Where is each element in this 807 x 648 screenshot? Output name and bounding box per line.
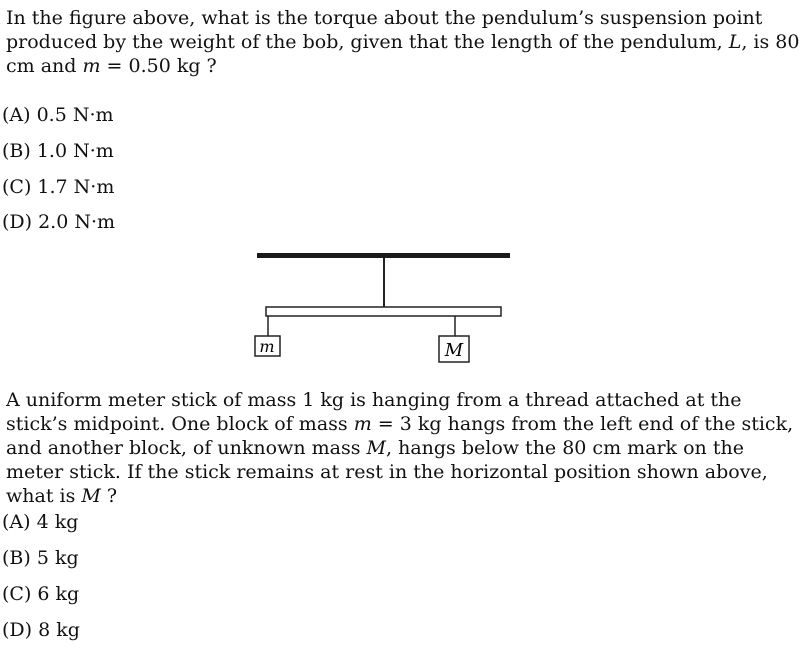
question-2-choice-b[interactable]: (B) 5 kg bbox=[2, 547, 79, 569]
question-1-text-part-1: In the figure above, what is the torque about the pendulum’s suspension point produced by the weight of the bob, given that the length of the pendulum, bbox=[6, 7, 763, 53]
question-2-choice-a[interactable]: (A) 4 kg bbox=[2, 511, 79, 533]
ceiling-bar bbox=[257, 253, 510, 258]
variable-m: m bbox=[82, 55, 101, 77]
meter-stick bbox=[266, 307, 501, 316]
question-1-text-part-2: , is 80 cm and bbox=[6, 31, 800, 77]
question-2-text-part-4: ? bbox=[100, 485, 118, 507]
question-1-text-part-3: = 0.50 kg ? bbox=[100, 55, 217, 77]
question-2-text bbox=[6, 388, 802, 508]
question-1-choice-b[interactable]: (B) 1.0 N·m bbox=[2, 140, 114, 162]
question-1-choice-a[interactable]: (A) 0.5 N·m bbox=[2, 104, 114, 126]
question-2-choice-c[interactable]: (C) 6 kg bbox=[2, 583, 80, 605]
variable-M: M bbox=[366, 437, 386, 459]
variable-L: L bbox=[728, 31, 742, 53]
variable-M-2: M bbox=[81, 485, 101, 507]
variable-m-2: m bbox=[353, 413, 372, 435]
question-2-text-part-1: A uniform meter stick of mass 1 kg is hanging from a thread attached at the stick’s midpoint. One block of mass bbox=[6, 389, 742, 435]
question-1-text bbox=[6, 6, 802, 78]
meter-stick-figure bbox=[250, 248, 512, 368]
question-2-text-part-2: = 3 kg hangs from the left end of the stick, and another block, of unknown mass bbox=[6, 413, 794, 459]
question-1-choice-d[interactable]: (D) 2.0 N·m bbox=[2, 211, 116, 233]
right-block-label: M bbox=[444, 340, 464, 361]
question-1-choice-c[interactable]: (C) 1.7 N·m bbox=[2, 176, 115, 198]
question-2-text-part-3: , hangs below the 80 cm mark on the meter stick. If the stick remains at rest in the horizontal position shown above, what is bbox=[6, 437, 768, 507]
left-block-label: m bbox=[259, 337, 275, 356]
question-2-choice-d[interactable]: (D) 8 kg bbox=[2, 619, 80, 641]
